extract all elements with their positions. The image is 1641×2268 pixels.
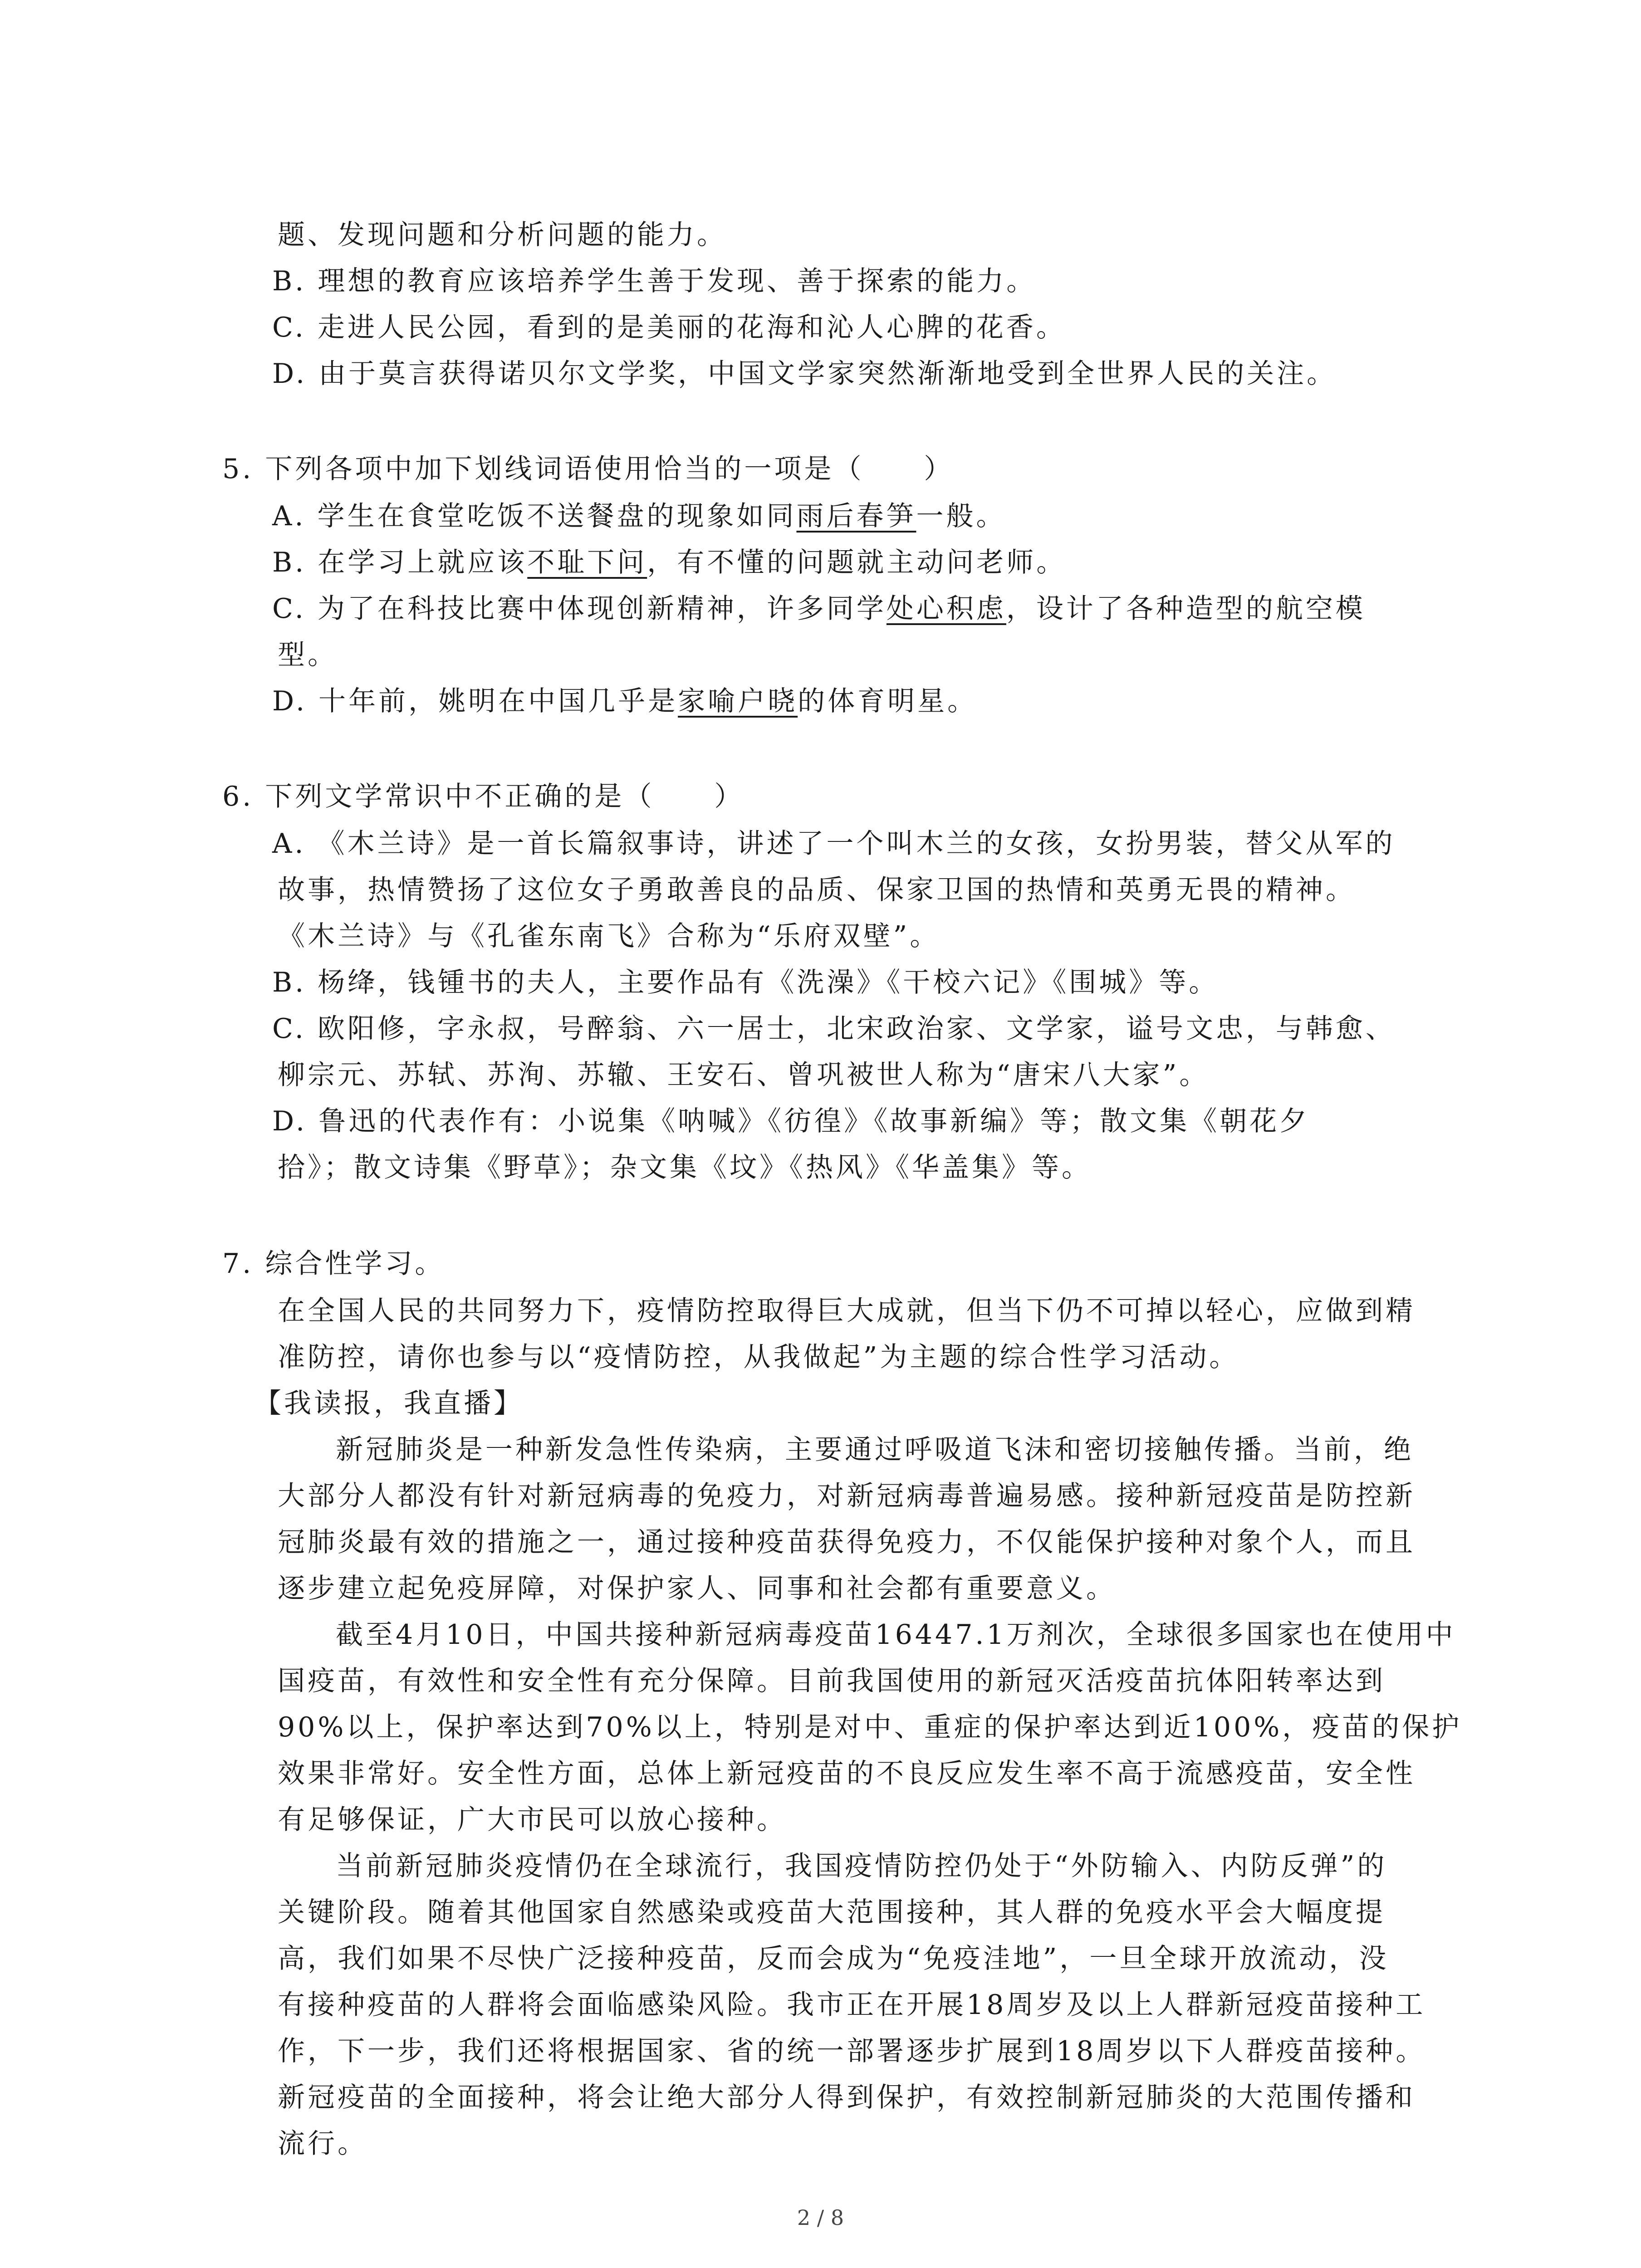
q7-stem: 7. 综合性学习。: [222, 1248, 445, 1280]
q5-option-c-tail: ，设计了各种造型的航空模: [1006, 593, 1366, 625]
page-number: 2 / 8: [797, 2205, 844, 2230]
q7-intro-line2: 准防控，请你也参与以“疫情防控，从我做起”为主题的综合性学习活动。: [278, 1341, 1239, 1373]
q5-option-c: [272, 593, 1366, 625]
q7-intro-line1: 在全国人民的共同努力下，疫情防控取得巨大成就，但当下仍不可掉以轻心，应做到精: [278, 1295, 1416, 1327]
q6-option-a-line3: 《木兰诗》与《孔雀东南飞》合称为“乐府双壁”。: [278, 920, 940, 952]
q5-option-a-underlined: 雨后春笋: [796, 500, 916, 532]
q7-paragraph2-line2: 国疫苗，有效性和安全性有充分保障。目前我国使用的新冠灭活疫苗抗体阳转率达到: [278, 1665, 1386, 1697]
q5-option-a: [272, 500, 1006, 532]
q6-option-a-line2: 故事，热情赞扬了这位女子勇敢善良的品质、保家卫国的热情和英勇无畏的精神。: [278, 874, 1356, 906]
q7-paragraph2-line3: 90%以上，保护率达到70%以上，特别是对中、重症的保护率达到近100%，疫苗的保护: [278, 1711, 1462, 1743]
q4-option-d: D. 由于莫言获得诺贝尔文学奖，中国文学家突然渐渐地受到全世界人民的关注。: [272, 358, 1337, 390]
q5-option-d-underlined: 家喻户晓: [678, 685, 798, 717]
q6-stem: 6. 下列文学常识中不正确的是（ ）: [222, 781, 745, 812]
q5-option-b-tail: ，有不懂的问题就主动问老师。: [647, 547, 1067, 578]
q4-option-c: C. 走进人民公园，看到的是美丽的花海和沁人心脾的花香。: [272, 312, 1066, 343]
q7-paragraph3-line6: 新冠疫苗的全面接种，将会让绝大部分人得到保护，有效控制新冠肺炎的大范围传播和: [278, 2082, 1416, 2113]
q6-option-a-line1: A. 《木兰诗》是一首长篇叙事诗，讲述了一个叫木兰的女孩，女扮男装，替父从军的: [272, 828, 1396, 860]
q5-option-d: [272, 685, 978, 717]
q4-option-a-continuation: 题、发现问题和分析问题的能力。: [278, 219, 727, 251]
q7-paragraph1-line4: 逐步建立起免疫屏障，对保护家人、同事和社会都有重要意义。: [278, 1573, 1116, 1604]
q7-paragraph2-line1: 截至4月10日，中国共接种新冠病毒疫苗16447.1万剂次，全球很多国家也在使用中: [336, 1619, 1456, 1651]
q5-option-b-text: B. 在学习上就应该: [272, 547, 528, 578]
q5-option-b: [272, 549, 1066, 576]
q7-paragraph3-line3: 高，我们如果不尽快广泛接种疫苗，反而会成为“免疫洼地”，一旦全球开放流动，没: [278, 1943, 1389, 1975]
q6-option-d-line1: D. 鲁迅的代表作有：小说集《呐喊》《彷徨》《故事新编》等；散文集《朝花夕: [272, 1105, 1310, 1137]
q5-option-a-text: A. 学生在食堂吃饭不送餐盘的现象如同: [272, 500, 797, 532]
q6-option-c-line2: 柳宗元、苏轼、苏洵、苏辙、王安石、曾巩被世人称为“唐宋八大家”。: [278, 1059, 1210, 1091]
q5-option-b-underlined: 不耻下问: [527, 547, 647, 578]
q7-paragraph3-line4: 有接种疫苗的人群将会面临感染风险。我市正在开展18周岁及以上人群新冠疫苗接种工: [278, 1989, 1426, 2021]
q7-paragraph2-line5: 有足够保证，广大市民可以放心接种。: [278, 1804, 787, 1836]
q5-option-d-tail: 的体育明星。: [798, 685, 978, 717]
q6-option-c-line1: C. 欧阳修，字永叔，号醉翁、六一居士，北宋政治家、文学家，谥号文忠，与韩愈、: [272, 1013, 1396, 1045]
q5-stem: 5. 下列各项中加下划线词语使用恰当的一项是（ ）: [222, 453, 954, 485]
q5-option-c-underlined: 处心积虑: [886, 593, 1006, 625]
q7-paragraph3-line7: 流行。: [278, 2128, 367, 2160]
q7-paragraph1-line3: 冠肺炎最有效的措施之一，通过接种疫苗获得免疫力，不仅能保护接种对象个人，而且: [278, 1526, 1416, 1558]
q7-paragraph1-line1: 新冠肺炎是一种新发急性传染病，主要通过呼吸道飞沫和密切接触传播。当前，绝: [336, 1434, 1414, 1466]
q6-option-b: B. 杨绛，钱锺书的夫人，主要作品有《洗澡》《干校六记》《围城》等。: [272, 967, 1219, 998]
q5-option-c-continuation: 型。: [278, 639, 338, 671]
q7-paragraph3-line2: 关键阶段。随着其他国家自然感染或疫苗大范围接种，其人群的免疫水平会大幅度提: [278, 1897, 1386, 1928]
q7-paragraph2-line4: 效果非常好。安全性方面，总体上新冠疫苗的不良反应发生率不高于流感疫苗，安全性: [278, 1758, 1416, 1789]
q7-paragraph3-line5: 作，下一步，我们还将根据国家、省的统一部署逐步扩展到18周岁以下人群疫苗接种。: [278, 2035, 1426, 2067]
q7-paragraph1-line2: 大部分人都没有针对新冠病毒的免疫力，对新冠病毒普遍易感。接种新冠疫苗是防控新: [278, 1480, 1416, 1512]
q7-section-heading: 【我读报，我直播】: [254, 1388, 524, 1419]
q5-option-a-tail: 一般。: [916, 500, 1006, 532]
q5-option-c-text: C. 为了在科技比赛中体现创新精神，许多同学: [272, 593, 887, 625]
q5-option-d-text: D. 十年前，姚明在中国几乎是: [272, 685, 678, 717]
q7-paragraph3-line1: 当前新冠肺炎疫情仍在全球流行，我国疫情防控仍处于“外防输入、内防反弹”的: [336, 1850, 1387, 1882]
q6-option-d-line2: 拾》；散文诗集《野草》；杂文集《坟》《热风》《华盖集》等。: [278, 1152, 1092, 1183]
q4-option-b: B. 理想的教育应该培养学生善于发现、善于探索的能力。: [272, 265, 1037, 297]
